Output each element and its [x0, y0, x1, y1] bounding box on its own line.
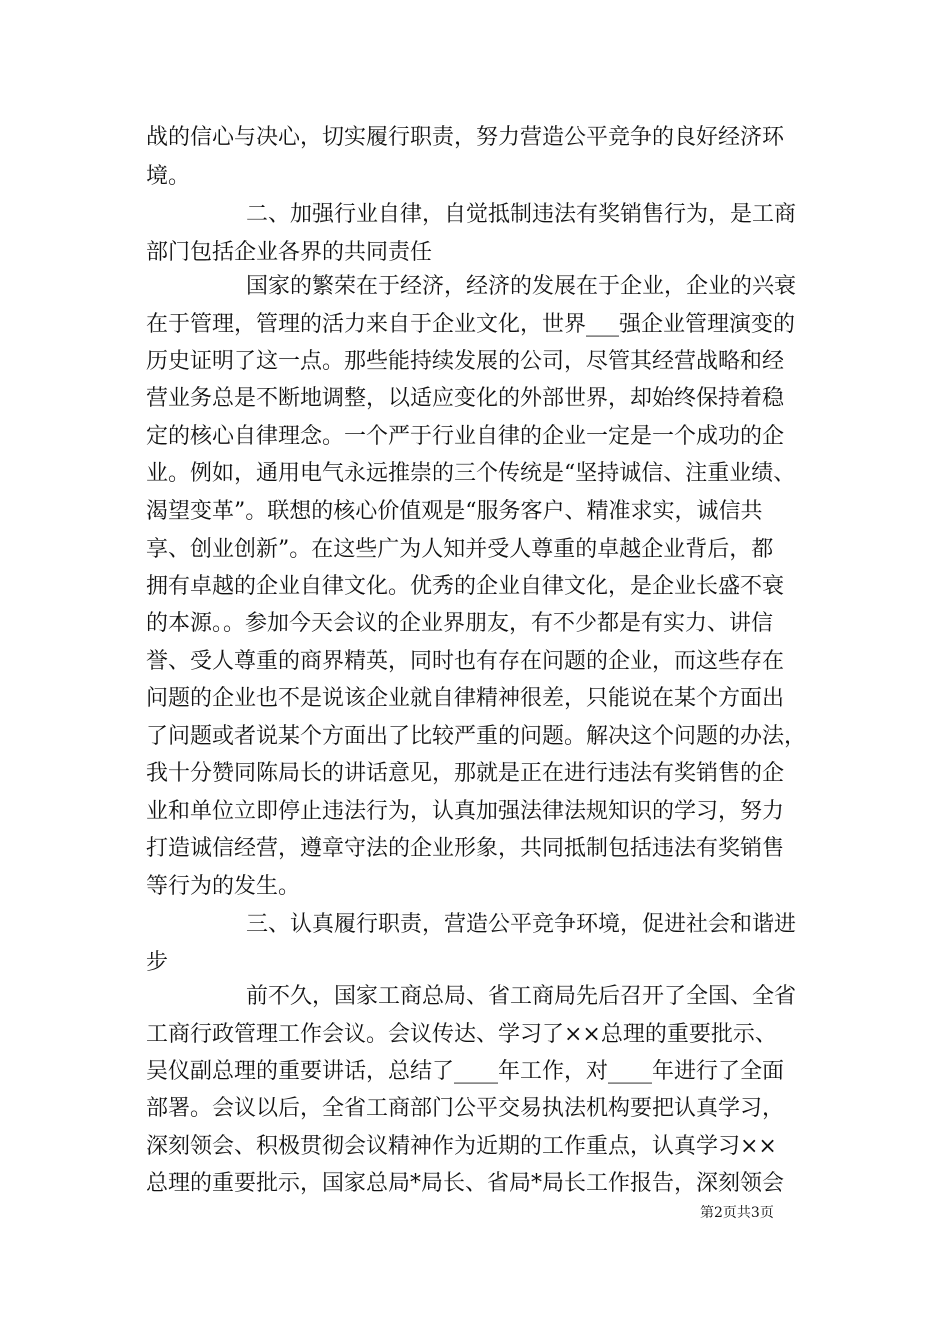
section-heading-line: 三、认真履行职责，营造公平竞争环境，促进社会和谐进 — [246, 912, 797, 937]
text-line: 了问题或者说某个方面出了比较严重的问题。解决这个问题的办法， — [146, 724, 807, 749]
text-line: 总理的重要批示，国家总局*局长、省局*局长工作报告，深刻领会 — [146, 1171, 785, 1196]
text-line: 吴仪副总理的重要讲话，总结了____年工作，对____年进行了全面 — [146, 1059, 785, 1084]
text-line: 渴望变革”。联想的核心价值观是“服务客户、精准求实，诚信共 — [146, 499, 763, 524]
page-number-footer: 第2页共3页 — [700, 1205, 774, 1221]
text-line: 誉、受人尊重的商界精英，同时也有存在问题的企业，而这些存在 — [146, 649, 785, 674]
text-line: 定的核心自律理念。一个严于行业自律的企业一定是一个成功的企 — [146, 424, 785, 449]
section-heading-line: 部门包括企业各界的共同责任 — [146, 240, 433, 265]
text-line: 等行为的发生。 — [146, 874, 301, 899]
text-line: 国家的繁荣在于经济，经济的发展在于企业，企业的兴衰 — [246, 274, 797, 299]
text-line: 打造诚信经营，遵章守法的企业形象，共同抵制包括违法有奖销售 — [146, 836, 785, 861]
text-line: 我十分赞同陈局长的讲话意见，那就是正在进行违法有奖销售的企 — [146, 761, 785, 786]
text-line: 境。 — [146, 164, 191, 189]
text-line: 历史证明了这一点。那些能持续发展的公司，尽管其经营战略和经 — [146, 349, 785, 374]
text-line: 工商行政管理工作会议。会议传达、学习了××总理的重要批示、 — [146, 1022, 777, 1047]
text-line: 战的信心与决心，切实履行职责，努力营造公平竞争的良好经济环 — [146, 125, 785, 150]
text-line: 业。例如，通用电气永远推崇的三个传统是“坚持诚信、注重业绩、 — [146, 461, 796, 486]
text-line: 营业务总是不断地调整，以适应变化的外部世界，却始终保持着稳 — [146, 386, 785, 411]
text-line: 部署。会议以后，全省工商部门公平交易执法机构要把认真学习， — [146, 1096, 785, 1121]
section-heading-line: 二、加强行业自律，自觉抵制违法有奖销售行为，是工商 — [246, 202, 797, 227]
text-line: 拥有卓越的企业自律文化。优秀的企业自律文化，是企业长盛不衰 — [146, 574, 785, 599]
text-line: 享、创业创新”。在这些广为人知并受人尊重的卓越企业背后，都 — [146, 537, 774, 562]
text-line: 在于管理，管理的活力来自于企业文化，世界___强企业管理演变的 — [146, 312, 796, 337]
text-line: 前不久，国家工商总局、省工商局先后召开了全国、全省 — [246, 984, 797, 1009]
text-line: 业和单位立即停止违法行为，认真加强法律法规知识的学习，努力 — [146, 799, 785, 824]
text-line: 的本源。。参加今天会议的企业界朋友，有不少都是有实力、讲信 — [146, 611, 774, 636]
text-line: 深刻领会、积极贯彻会议精神作为近期的工作重点，认真学习×× — [146, 1134, 777, 1159]
section-heading-line: 步 — [146, 950, 169, 975]
text-line: 问题的企业也不是说该企业就自律精神很差，只能说在某个方面出 — [146, 686, 785, 711]
